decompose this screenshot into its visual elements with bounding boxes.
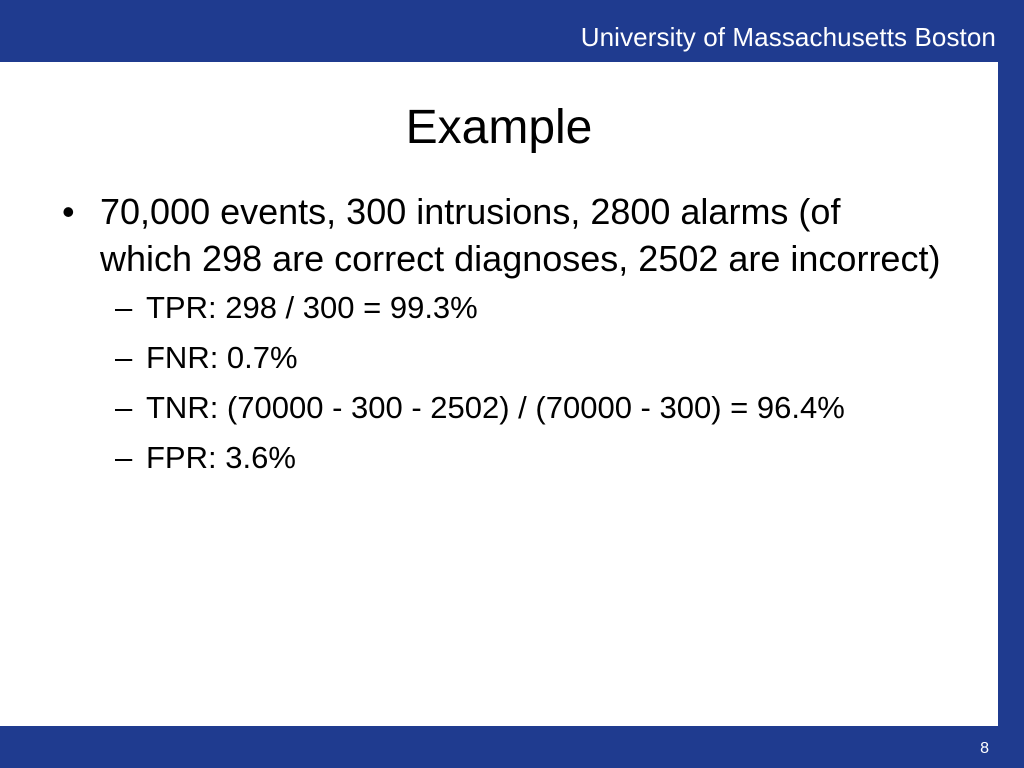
sub-bullet-marker: – bbox=[115, 340, 133, 375]
footer-bar bbox=[0, 726, 1024, 768]
sub-bullet-item bbox=[115, 438, 942, 488]
sub-bullet-marker: – bbox=[115, 390, 133, 425]
sub-bullet-item bbox=[115, 338, 942, 388]
bullet-item bbox=[62, 188, 942, 282]
sub-bullet-marker: – bbox=[115, 290, 133, 325]
sub-bullet-marker: – bbox=[115, 440, 133, 475]
page-number: 8 bbox=[980, 740, 989, 757]
sub-bullet-text-tnr: TNR: (70000 - 300 - 2502) / (70000 - 300) = 96.4% bbox=[146, 390, 845, 425]
sub-bullet-item bbox=[115, 388, 942, 438]
sub-bullet-list bbox=[62, 288, 942, 488]
slide-title: Example bbox=[405, 101, 593, 154]
sub-bullet-item bbox=[115, 288, 942, 338]
right-accent-stripe bbox=[998, 62, 1024, 726]
header-bar bbox=[0, 0, 1024, 62]
bullet-text: 70,000 events, 300 intrusions, 2800 alarms (of which 298 are correct diagnoses, 2502 are incorrect) bbox=[100, 191, 941, 279]
bullet-list bbox=[62, 188, 942, 488]
institution-name: University of Massachusetts Boston bbox=[580, 22, 996, 52]
sub-bullet-text-fpr: FPR: 3.6% bbox=[146, 440, 296, 475]
sub-bullet-text-tpr: TPR: 298 / 300 = 99.3% bbox=[146, 290, 478, 325]
sub-bullet-text-fnr: FNR: 0.7% bbox=[146, 340, 298, 375]
bullet-marker: • bbox=[62, 191, 75, 232]
